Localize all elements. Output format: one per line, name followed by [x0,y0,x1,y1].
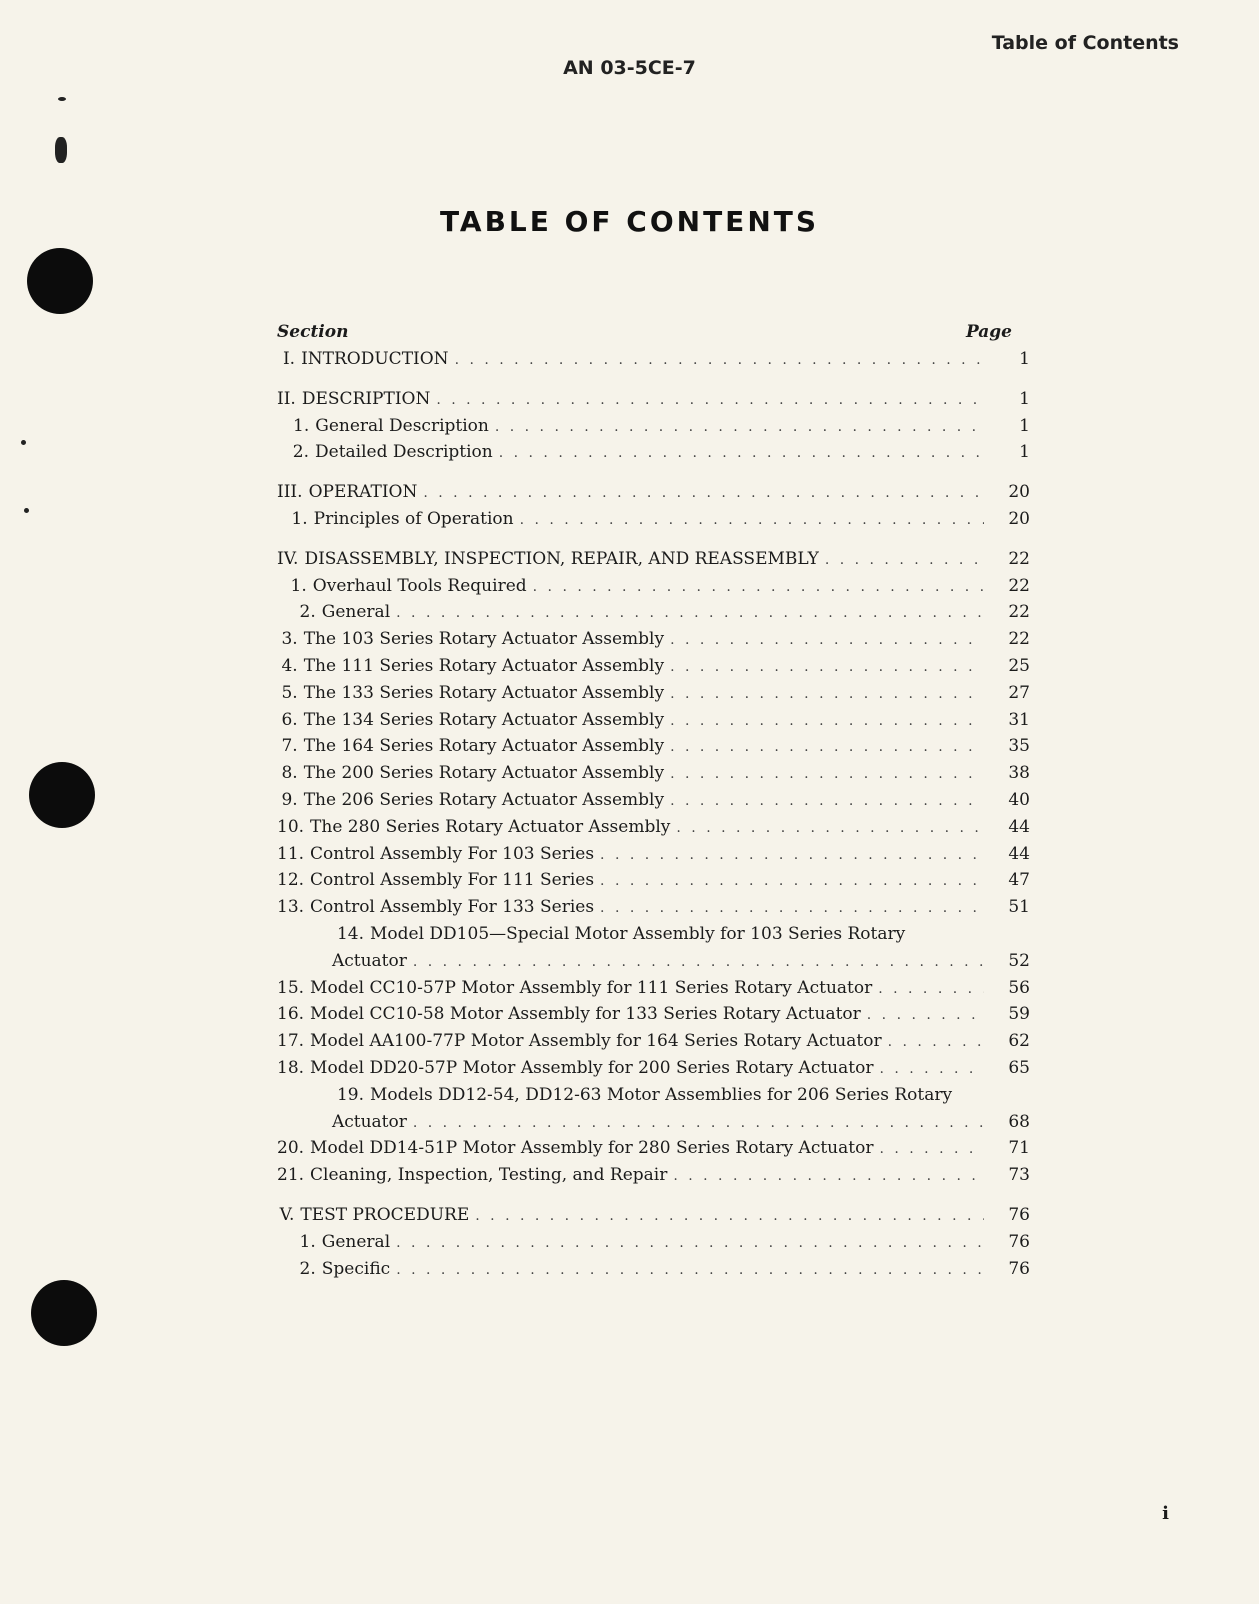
entry-title: The 206 Series Rotary Actuator Assembly [303,789,665,810]
dot-leader [495,414,984,441]
page-title: TABLE OF CONTENTS [439,205,820,238]
table-of-contents [277,318,1030,1282]
dot-leader [396,1230,984,1257]
page-number: i [1162,1503,1169,1524]
entry-number: 20. [277,1138,305,1159]
entry-number: 1. [293,415,310,436]
running-header: Table of Contents [991,32,1179,54]
entry-number: 2. [299,602,316,623]
section-title: DESCRIPTION [301,388,431,409]
section-column-header: Section [277,322,349,342]
toc-entry-row [277,894,1030,921]
toc-entry-row [277,1028,1030,1055]
dot-leader [520,507,984,534]
entry-title: Overhaul Tools Required [312,575,527,596]
dot-leader [413,949,984,976]
dot-leader [413,1110,984,1137]
section-title: DISASSEMBLY, INSPECTION, REPAIR, AND REASSEMBLY [304,548,819,569]
entry-page: 1 [1019,442,1030,463]
entry-number: 1. [299,1231,316,1252]
entry-page: 47 [1008,870,1030,891]
dot-leader [879,1136,984,1163]
entry-title: Detailed Description [315,442,493,463]
entry-page: 71 [1008,1138,1030,1159]
entry-title: General Description [315,415,489,436]
section-number: I. [282,349,296,369]
scan-mark [21,440,26,445]
toc-entry-row [277,506,1030,533]
dot-leader [673,1163,984,1190]
toc-entry-row [277,921,1030,948]
entry-number: 11. [277,843,305,864]
dot-leader [600,842,984,869]
entry-page: 25 [1008,655,1030,676]
entry-title: General [321,1231,391,1252]
scan-mark [24,508,29,513]
toc-column-headers [277,318,1030,346]
entry-page: 31 [1008,709,1030,730]
entry-number: 16. [277,1004,305,1025]
entry-title: Control Assembly For 103 Series [310,843,595,864]
toc-entry-row [277,760,1030,787]
entry-title: The 134 Series Rotary Actuator Assembly [303,709,665,730]
toc-entry-row [277,573,1030,600]
dot-leader [475,1203,984,1230]
entry-number: 13. [277,897,305,918]
entry-page: 38 [1008,763,1030,784]
entry-number: 9. [281,789,298,810]
entry-title: Model CC10-57P Motor Assembly for 111 Series Rotary Actuator [310,977,873,998]
entry-page: 59 [1008,1004,1030,1025]
dot-leader [825,547,984,574]
binder-hole-top [27,248,93,314]
dot-leader [455,347,984,374]
document-id: AN 03-5CE-7 [563,57,696,79]
toc-section-row [277,479,1030,506]
section-page: 1 [1019,388,1030,409]
entry-title-continued: Actuator [331,1111,407,1132]
section-number: II. [277,388,296,409]
toc-entry-row [277,1162,1030,1189]
toc-entry-row [277,1256,1030,1283]
entry-title: General [321,602,391,623]
toc-entry-row [277,707,1030,734]
dot-leader [670,654,984,681]
entry-page: 44 [1008,816,1030,837]
entry-title: Cleaning, Inspection, Testing, and Repair [310,1165,668,1186]
entry-page: 68 [1008,1111,1030,1132]
entry-title: Model DD105—Special Motor Assembly for 103 Series Rotary [370,923,906,944]
dot-leader [879,1056,984,1083]
entry-page: 20 [1008,508,1030,529]
section-page: 1 [1019,349,1030,369]
entry-title-continued: Actuator [331,950,407,971]
entry-title: Principles of Operation [313,508,514,529]
toc-entry-row [277,867,1030,894]
section-page: 76 [1008,1204,1030,1225]
entry-title: The 280 Series Rotary Actuator Assembly [310,816,671,837]
entry-number: 17. [277,1031,305,1052]
entry-title: Control Assembly For 111 Series [310,870,595,891]
entry-title: Models DD12-54, DD12-63 Motor Assemblies for 206 Series Rotary [370,1084,953,1105]
dot-leader [533,574,984,601]
scan-mark [58,97,66,101]
toc-section [277,386,1030,466]
dot-leader [670,708,984,735]
entry-number: 21. [277,1165,305,1186]
dot-leader [600,868,984,895]
toc-entry-row [277,413,1030,440]
dot-leader [423,480,984,507]
dot-leader [888,1029,984,1056]
toc-entry-row [277,1082,1030,1109]
section-title: TEST PROCEDURE [300,1204,470,1225]
toc-entry-row [277,1229,1030,1256]
toc-body [277,346,1030,1282]
section-number: IV. [277,548,299,569]
entry-page: 44 [1008,843,1030,864]
toc-entry-row [277,1135,1030,1162]
toc-entry-row [277,814,1030,841]
toc-section [277,546,1030,1189]
toc-entry-row [277,680,1030,707]
entry-title: Model AA100-77P Motor Assembly for 164 Series Rotary Actuator [310,1031,882,1052]
dot-leader [499,440,984,467]
dot-leader [436,387,984,414]
scan-mark [55,137,67,163]
entry-number: 1. [290,575,307,596]
entry-number: 10. [277,816,305,837]
dot-leader [670,627,984,654]
section-page: 22 [1008,548,1030,569]
entry-page: 62 [1008,1031,1030,1052]
toc-entry-row [277,841,1030,868]
entry-page: 56 [1008,977,1030,998]
entry-number: 6. [281,709,298,730]
section-number: V. [279,1204,295,1225]
toc-entry-row [277,626,1030,653]
entry-page: 22 [1008,629,1030,650]
entry-title: Control Assembly For 133 Series [310,897,595,918]
entry-page: 51 [1008,897,1030,918]
toc-section-row [277,546,1030,573]
toc-section [277,1202,1030,1282]
section-title: OPERATION [308,482,418,503]
entry-page: 52 [1008,950,1030,971]
entry-number: 7. [281,736,298,757]
entry-number: 2. [292,442,310,463]
dot-leader [670,681,984,708]
entry-page: 35 [1008,736,1030,757]
dot-leader [670,788,984,815]
entry-title: Specific [321,1258,391,1279]
entry-number: 2. [299,1258,316,1279]
toc-entry-row [277,1001,1030,1028]
entry-title: The 164 Series Rotary Actuator Assembly [303,736,665,757]
entry-title: Model DD20-57P Motor Assembly for 200 Series Rotary Actuator [310,1057,874,1078]
section-page: 20 [1008,482,1030,503]
binder-hole-bottom [31,1280,97,1346]
toc-section-row [277,386,1030,413]
toc-section-row [277,346,1030,373]
entry-page: 76 [1008,1258,1030,1279]
entry-number: 15. [277,977,305,998]
entry-number: 4. [281,655,298,676]
entry-page: 65 [1008,1057,1030,1078]
entry-title: Model DD14-51P Motor Assembly for 280 Series Rotary Actuator [310,1138,874,1159]
entry-number: 5. [281,682,298,703]
entry-number: 19. [336,1084,364,1105]
toc-entry-row [277,653,1030,680]
toc-entry-row [277,975,1030,1002]
toc-entry-row [277,599,1030,626]
entry-number: 8. [281,763,298,784]
binder-hole-middle [29,762,95,828]
entry-page: 22 [1008,575,1030,596]
dot-leader [670,761,984,788]
dot-leader [396,600,984,627]
dot-leader [396,1257,984,1284]
toc-section [277,479,1030,533]
toc-entry-row [277,439,1030,466]
toc-entry-row [277,733,1030,760]
entry-number: 1. [291,508,308,529]
entry-number: 3. [281,629,298,650]
entry-page: 40 [1008,789,1030,810]
entry-page: 1 [1019,415,1030,436]
dot-leader [600,895,984,922]
toc-entry-row [277,787,1030,814]
dot-leader [878,976,984,1003]
section-number: III. [277,482,303,503]
page-column-header: Page [965,322,1012,342]
entry-number: 18. [277,1057,305,1078]
entry-title: Model CC10-58 Motor Assembly for 133 Series Rotary Actuator [310,1004,861,1025]
section-title: INTRODUCTION [301,349,449,369]
entry-number: 12. [277,870,305,891]
dot-leader [867,1002,984,1029]
toc-entry-continuation [277,1109,1030,1136]
entry-page: 27 [1008,682,1030,703]
entry-page: 73 [1008,1165,1030,1186]
entry-title: The 103 Series Rotary Actuator Assembly [303,629,665,650]
toc-entry-continuation [277,948,1030,975]
dot-leader [670,734,984,761]
toc-section [277,346,1030,373]
entry-page: 22 [1008,602,1030,623]
toc-section-row [277,1202,1030,1229]
toc-entry-row [277,1055,1030,1082]
dot-leader [676,815,984,842]
entry-title: The 200 Series Rotary Actuator Assembly [303,763,665,784]
entry-title: The 133 Series Rotary Actuator Assembly [303,682,665,703]
entry-page: 76 [1008,1231,1030,1252]
entry-number: 14. [336,923,364,944]
entry-title: The 111 Series Rotary Actuator Assembly [303,655,665,676]
